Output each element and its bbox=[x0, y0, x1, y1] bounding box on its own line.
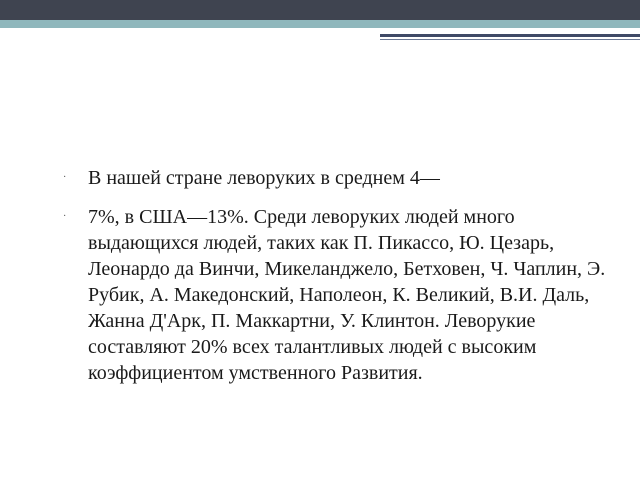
decorative-line bbox=[380, 34, 640, 37]
decorative-line-thin bbox=[380, 39, 640, 40]
header-accent-bar bbox=[0, 20, 640, 28]
bullet-item bbox=[63, 165, 618, 191]
bullet-text: В нашей стране леворуких в среднем 4— bbox=[88, 167, 440, 189]
bullet-icon: · bbox=[63, 172, 67, 183]
bullet-text: 7%, в США—13%. Среди леворуких людей много выдающихся людей, таких как П. Пикассо, Ю. Цезарь, Леонардо да Винчи, Микеланджело, Бетховен, Ч. Чаплин, Э. Рубик, А. Македонский, Наполеон, К. Великий, В.И. Даль, Жанна Д'Арк, П. Маккартни, У. Клинтон. Леворукие составляют 20% всех талантливых людей с высоким коэффициентом умственного Развития. bbox=[88, 206, 606, 384]
slide-body bbox=[63, 165, 618, 399]
bullet-icon: · bbox=[63, 211, 67, 222]
header-band bbox=[0, 0, 640, 20]
bullet-item bbox=[63, 204, 618, 386]
